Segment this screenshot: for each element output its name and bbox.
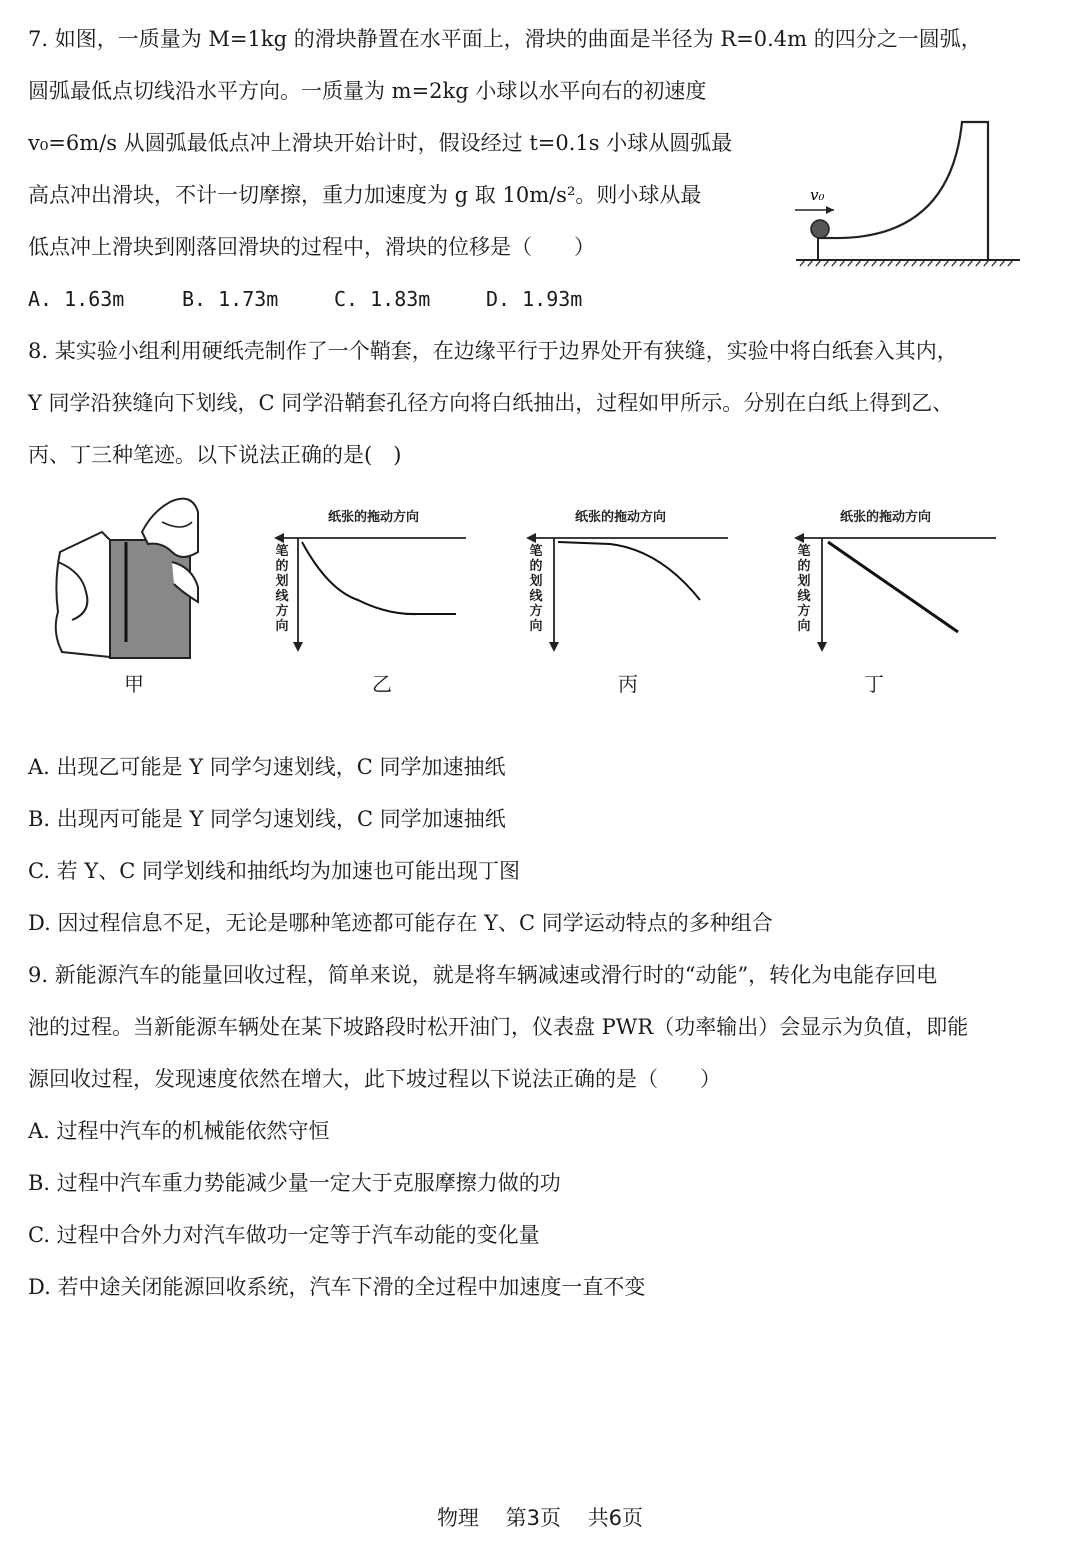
q7-option-a: A. 1.63m — [28, 287, 125, 311]
q9-text-line-3: 源回收过程，发现速度依然在增大，此下坡过程以下说法正确的是（ ） — [28, 1067, 721, 1091]
q8-text-line-1: 8. 某实验小组利用硬纸壳制作了一个鞘套，在边缘平行于边界处开有狭缝，实验中将白纸套入其内， — [28, 339, 958, 363]
caption-yi: 乙 — [372, 672, 392, 696]
q7-text-line-3: v₀=6m/s 从圆弧最低点冲上滑块开始计时，假设经过 t=0.1s 小球从圆弧最 — [28, 131, 733, 155]
graph-ding — [788, 500, 1000, 659]
q8-text-line-2: Y 同学沿狭缝向下划线，C 同学沿鞘套孔径方向将白纸抽出，过程如甲所示。分别在白纸上得到乙、 — [28, 391, 954, 415]
q8-option-a: A. 出现乙可能是 Y 同学匀速划线，C 同学加速抽纸 — [28, 755, 506, 779]
q9-text-line-2: 池的过程。当新能源车辆处在某下坡路段时松开油门，仪表盘 PWR（功率输出）会显示为负值，即能 — [28, 1015, 969, 1039]
caption-bing: 丙 — [618, 672, 638, 696]
draw-direction-label-ding: 笔的划线方向 — [797, 544, 811, 634]
v0-label: v₀ — [810, 186, 825, 204]
drag-direction-label-bing: 纸张的拖动方向 — [575, 510, 667, 525]
q7-text-line-2: 圆弧最低点切线沿水平方向。一质量为 m=2kg 小球以水平向右的初速度 — [28, 79, 707, 103]
q7-text-line-4: 高点冲出滑块，不计一切摩擦，重力加速度为 g 取 10m/s²。则小球从最 — [28, 183, 702, 207]
q9-option-d: D. 若中途关闭能源回收系统，汽车下滑的全过程中加速度一直不变 — [28, 1275, 646, 1299]
q7-text-line-1: 7. 如图，一质量为 M=1kg 的滑块静置在水平面上，滑块的曲面是半径为 R=0.4m 的四分之一圆弧， — [28, 27, 982, 51]
footer-total-pages: 共6页 — [587, 1506, 644, 1530]
drag-direction-label-ding: 纸张的拖动方向 — [840, 510, 932, 525]
graph-yi — [268, 500, 468, 659]
draw-direction-label-yi: 笔的划线方向 — [275, 544, 289, 634]
q9-option-b: B. 过程中汽车重力势能减少量一定大于克服摩擦力做的功 — [28, 1171, 561, 1195]
q8-text-line-3: 丙、丁三种笔迹。以下说法正确的是( ) — [28, 443, 402, 467]
q8-option-c: C. 若 Y、C 同学划线和抽纸均为加速也可能出现丁图 — [28, 859, 520, 883]
q8-option-b: B. 出现丙可能是 Y 同学匀速划线，C 同学加速抽纸 — [28, 807, 506, 831]
q9-text-line-1: 9. 新能源汽车的能量回收过程，简单来说，就是将车辆减速或滑行时的“动能”，转化为电能存回电 — [28, 963, 938, 987]
caption-jia: 甲 — [124, 672, 144, 696]
footer-page-number: 第3页 — [505, 1506, 561, 1530]
page-footer — [0, 1502, 1080, 1532]
q7-option-b: B. 1.73m — [182, 287, 279, 311]
q8-option-d: D. 因过程信息不足，无论是哪种笔迹都可能存在 Y、C 同学运动特点的多种组合 — [28, 911, 773, 935]
caption-ding: 丁 — [864, 672, 884, 696]
footer-subject: 物理 — [436, 1506, 479, 1530]
graph-bing — [520, 500, 730, 659]
q9-option-c: C. 过程中合外力对汽车做功一定等于汽车动能的变化量 — [28, 1223, 540, 1247]
q7-option-c: C. 1.83m — [334, 287, 431, 311]
hand-sketch-figure — [52, 492, 202, 666]
q9-option-a: A. 过程中汽车的机械能依然守恒 — [28, 1119, 330, 1143]
q7-slider-figure — [790, 116, 1025, 275]
q7-option-d: D. 1.93m — [486, 287, 583, 311]
drag-direction-label-yi: 纸张的拖动方向 — [328, 510, 420, 525]
q7-text-line-5: 低点冲上滑块到刚落回滑块的过程中，滑块的位移是（ ） — [28, 235, 595, 259]
draw-direction-label-bing: 笔的划线方向 — [529, 544, 543, 634]
